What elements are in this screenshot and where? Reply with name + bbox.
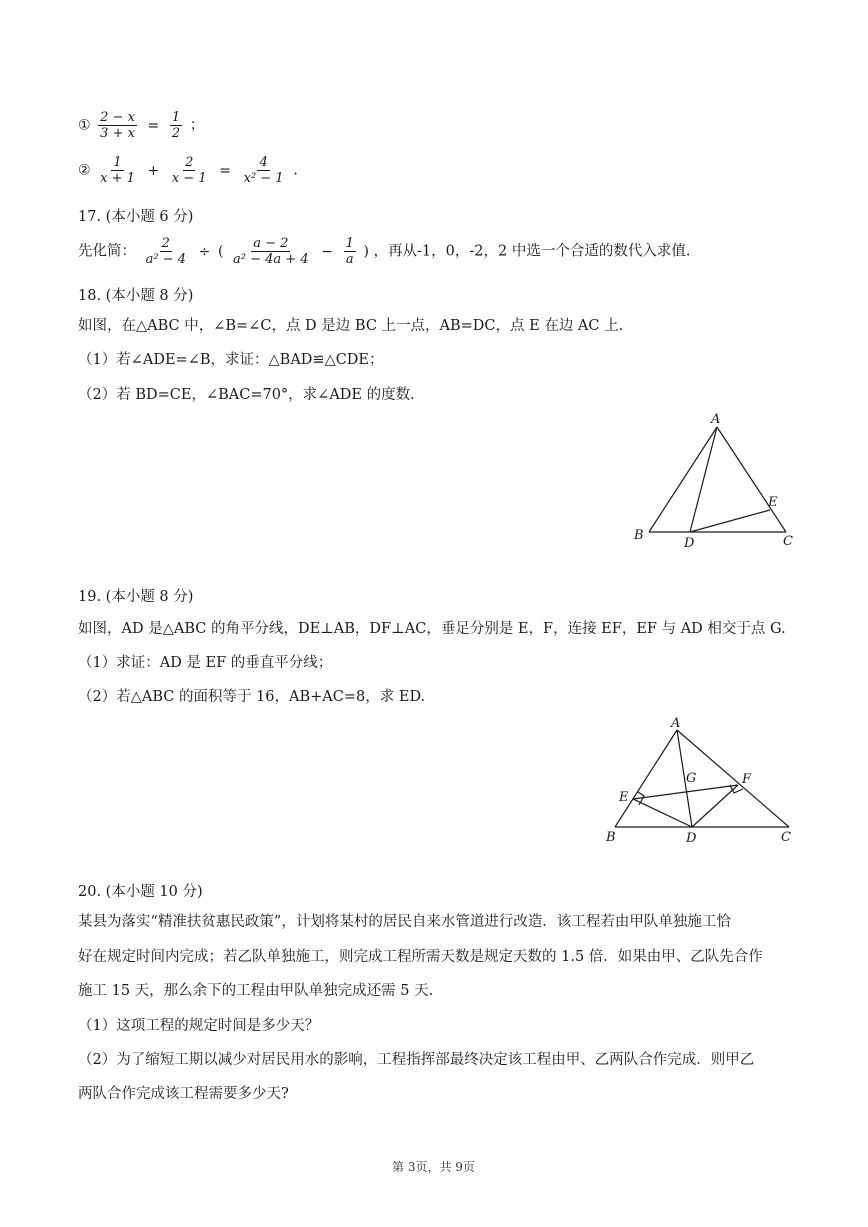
triangle-figure-18 [620, 405, 810, 555]
label-A: A [711, 412, 721, 427]
label-E: E [619, 790, 629, 805]
label-F: F [742, 772, 752, 787]
question-20-line-3: 施工 15 天，那么余下的工程由甲队单独完成还需 5 天. [78, 983, 434, 999]
label-B: B [606, 830, 616, 845]
question-20-line-1: 某县为落实“精准扶贫惠民政策”，计划将某村的居民自来水管道进行改造．该工程若由甲队单独施工恰 [78, 914, 731, 930]
label-G: G [686, 771, 697, 786]
fraction: $\frac{2}{\text{a² − 4}}$ [145, 236, 186, 267]
equation-1: ① $\frac{2 - x}{3 + x}$ = $\frac{1}{2}$ ； [78, 110, 205, 141]
fraction: $\frac{1}{x + 1}$ [100, 155, 135, 186]
label-B: B [634, 528, 644, 543]
question-20-part-2a: （2）为了缩短工期以减少对居民用水的影响，工程指挥部最终决定该工程由甲、乙两队合作完成．则甲乙 [78, 1052, 755, 1068]
question-18-header: 18. (本小题 8 分) [78, 288, 194, 304]
question-18-stem: 如图，在△ABC 中，∠B=∠C，点 D 是边 BC 上一点，AB=DC，点 E 在边 AC 上. [78, 318, 624, 334]
question-19-header: 19. (本小题 8 分) [78, 589, 194, 605]
page-footer: 第 3页，共 9页 [392, 1160, 475, 1174]
fraction: $\frac{2}{x - 1}$ [171, 155, 207, 186]
equation-marker: ② [78, 162, 91, 179]
equation-marker: ① [78, 117, 91, 134]
fraction: $\frac{1}{a}$ [345, 236, 354, 267]
label-C: C [781, 830, 791, 845]
fraction: $\frac{2 - x}{3 + x}$ [100, 110, 135, 141]
question-19-part-1: （1）求证：AD 是 EF 的垂直平分线； [78, 655, 333, 671]
label-D: D [686, 831, 697, 846]
equation-2: ② $\frac{1}{x + 1}$ + $\frac{2}{x - 1}$ = $\frac{4}{\text{x² − 1}}$ . [78, 155, 298, 186]
fraction: $\frac{4}{\text{x² − 1}}$ [243, 155, 284, 186]
question-19-stem: 如图，AD 是△ABC 的角平分线，DE⊥AB，DF⊥AC，垂足分别是 E，F，连接 EF，EF 与 AD 相交于点 G. [78, 621, 786, 637]
question-17-body: 先化简： $\frac{2}{\text{a² − 4}}$ ÷ ( $\frac{a - 2}{\text{a² − 4a + 4}}$ − $\frac{1}{a}$ ) ，再从-1，0，-2，2 中选一个合适的数代入求值. [78, 236, 691, 267]
label-A: A [671, 716, 681, 731]
question-20-line-2: 好在规定时间内完成；若乙队单独施工，则完成工程所需天数是规定天数的 1.5 倍．如果由甲、乙队先合作 [78, 949, 763, 965]
label-C: C [783, 534, 793, 549]
label-D: D [684, 536, 695, 551]
question-18-part-1: （1）若∠ADE=∠B，求证：△BAD≌△CDE； [78, 352, 384, 368]
question-19-part-2: （2）若△ABC 的面积等于 16，AB+AC=8，求 ED. [78, 689, 426, 705]
question-20-part-1: （1）这项工程的规定时间是多少天？ [78, 1018, 320, 1034]
triangle-figure-19 [595, 710, 810, 850]
question-18-part-2: （2）若 BD=CE，∠BAC=70°，求∠ADE 的度数. [78, 387, 415, 403]
question-20-header: 20. (本小题 10 分) [78, 884, 203, 900]
fraction: $\frac{1}{2}$ [171, 110, 181, 141]
fraction: $\frac{a - 2}{\text{a² − 4a + 4}}$ [233, 236, 309, 267]
label-E: E [768, 495, 778, 510]
question-17-header: 17. (本小题 6 分) [78, 209, 194, 225]
question-20-part-2b: 两队合作完成该工程需要多少天? [78, 1086, 289, 1102]
